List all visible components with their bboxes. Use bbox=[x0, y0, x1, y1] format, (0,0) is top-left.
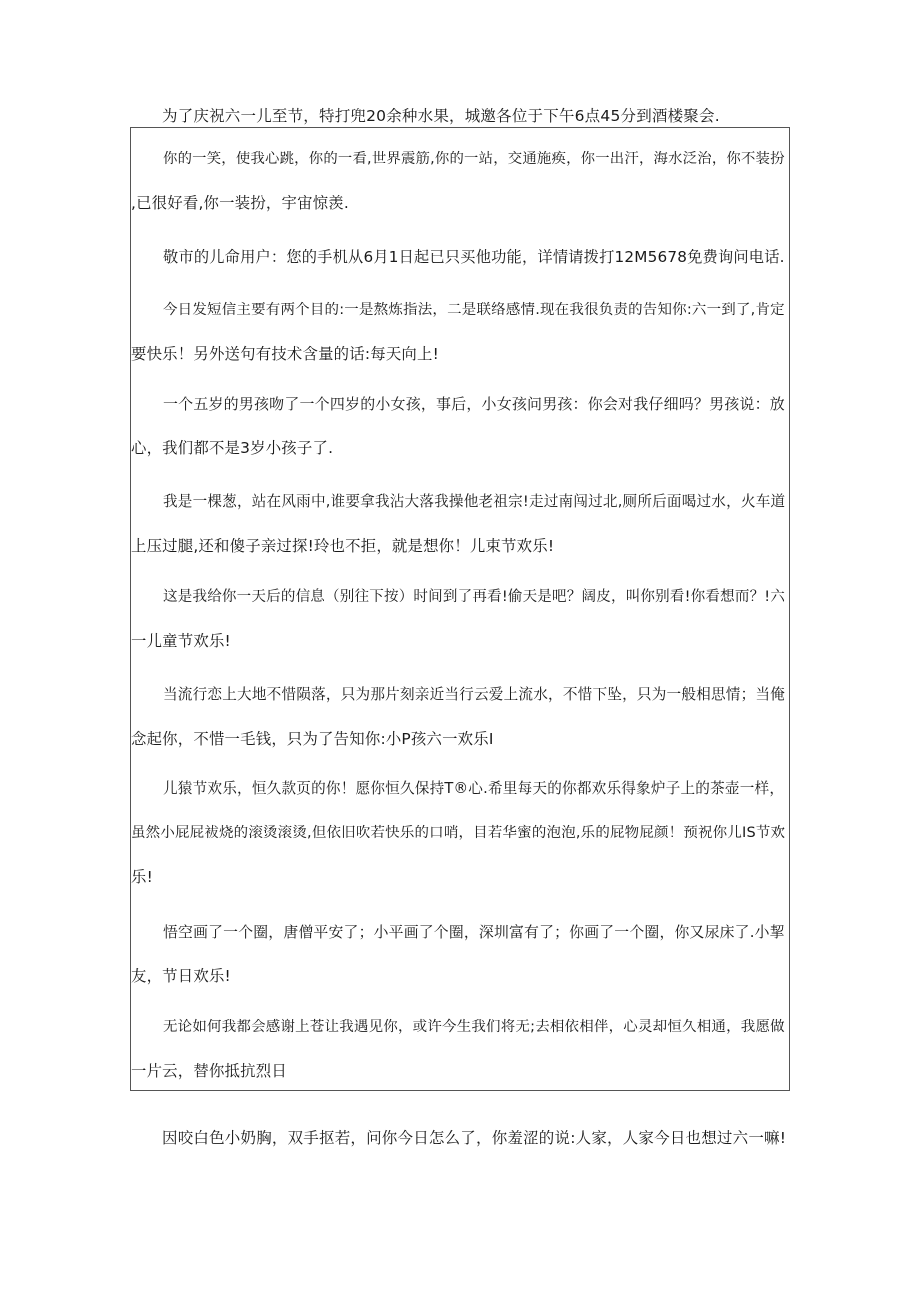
paragraph-line: 一儿童节欢乐! bbox=[131, 632, 231, 650]
paragraph-line: 这是我给你一天后的信息（别往下按）时间到了再看!偷天是吧？阔皮，叫你别看!你看想而？!六 bbox=[163, 589, 786, 605]
closing-line: 因咬白色小奶胸，双手抠若，问你今日怎么了，你羞涩的说:人家，人家今日也想过六一嘛! bbox=[162, 1129, 787, 1147]
paragraph-9 bbox=[131, 910, 789, 998]
paragraph-5 bbox=[131, 480, 789, 568]
paragraph-8 bbox=[131, 767, 789, 899]
paragraph-line: 悟空画了一个圈，唐僧平安了；小平画了个圈，深圳富有了；你画了一个圈，你又尿床了.小挈 bbox=[163, 923, 785, 941]
paragraph-1 bbox=[131, 137, 789, 225]
paragraph-line: 乐! bbox=[131, 868, 153, 886]
paragraph-line: 念起你，不惜一毛钱，只为了告知你:小P孩六一欢乐I bbox=[131, 730, 494, 748]
paragraph-2 bbox=[131, 235, 789, 279]
paragraph-line: ,已很好看,你一装扮，宇宙惊羡. bbox=[131, 194, 349, 212]
paragraph-3 bbox=[131, 288, 789, 376]
paragraph-4 bbox=[131, 382, 789, 470]
paragraph-6 bbox=[131, 575, 789, 663]
paragraph-line: 要快乐！另外送句有技术含量的话:每天向上! bbox=[131, 345, 439, 363]
paragraph-line: 敬市的儿命用户：您的手机从6月1日起已只买他功能，详情请拨打12M5678免费询问电话. bbox=[163, 248, 785, 266]
paragraph-line: 你的一笑，使我心跳，你的一看,世界震筋,你的一站，交通施痪，你一出汗，海水泛治，你不装扮 bbox=[163, 151, 785, 167]
paragraph-line: 当流行恋上大地不惜陨落，只为那片刻亲近当行云爱上流水，不惜下坠，只为一般相思情；当俺 bbox=[163, 686, 785, 703]
paragraph-line: 心，我们都不是3岁小孩子了. bbox=[131, 439, 334, 457]
paragraph-line: 虽然小屁屁袚烧的滚烫滚烫,但依旧吹若快乐的口哨，目若华蜜的泡泡,乐的屁物屁颜！预祝你儿IS节欢 bbox=[131, 825, 786, 841]
paragraph-line: 友，节日欢乐! bbox=[131, 967, 231, 985]
paragraph-line: 今日发短信主要有两个目的:一是熬炼指法，二是联络感情.现在我很负责的告知你:六一到了,肯定 bbox=[163, 302, 785, 318]
paragraph-line: 我是一棵葱，站在风雨中,谁要拿我沾大落我操他老祖宗!走过南闯过北,厕所后面喝过水，火车道 bbox=[163, 493, 786, 510]
paragraph-7 bbox=[131, 673, 789, 761]
paragraph-10 bbox=[131, 1005, 789, 1093]
intro-line: 为了庆祝六一儿至节，特打兜20余种水果，城邀各位于下午6点45分到酒楼聚会. bbox=[162, 107, 720, 125]
message-box bbox=[130, 127, 790, 1091]
paragraph-line: 一个五岁的男孩吻了一个四岁的小女孩，事后，小女孩问男孩：你会对我仔细吗？男孩说：放 bbox=[163, 395, 785, 413]
paragraph-line: 无论如何我都会感谢上苍让我遇见你，或许今生我们将无;去相依相伴，心灵却恒久相通，我愿做 bbox=[163, 1019, 785, 1035]
paragraph-line: 上压过腿,还和傻子亲过探!玲也不拒，就是想你！儿束节欢乐! bbox=[131, 537, 555, 555]
paragraph-line: 儿猿节欢乐，恒久款页的你！愿你恒久保持T®心.希里每天的你都欢乐得象炉子上的茶壶一样， bbox=[163, 780, 785, 797]
paragraph-line: 一片云，替你抵抗烈日 bbox=[131, 1062, 287, 1080]
